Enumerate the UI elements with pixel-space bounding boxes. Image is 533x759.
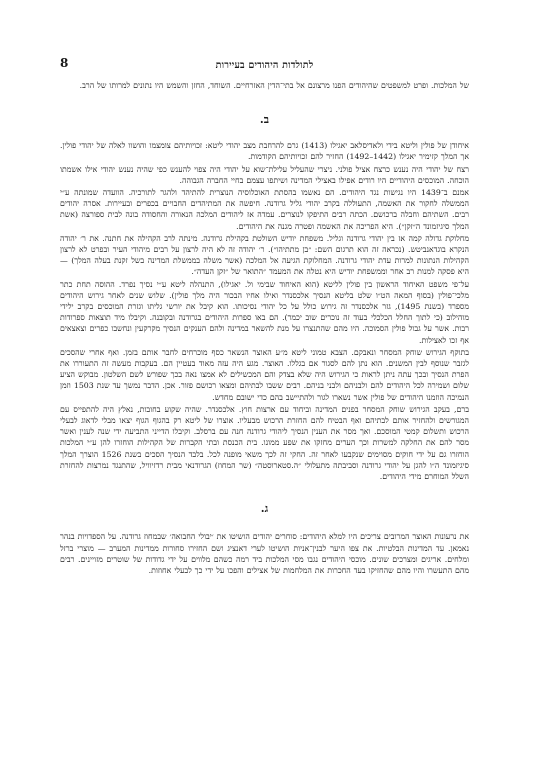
paragraph: ברם, בעקב הגירוש שוחק המסחר בפנים המדינה וביחוד עם ארצות חוץ. אלכסנדר. שהיה שקוע בחובות, נאלץ היה להתפייס עם המגורשים ולהחזיר אותם לבתיהם ואף הבטיח להם החזרת הרכוש מבעליו. אוצרו של ליטא רק בהגוף הגוף יצאו מבלי לדאוג לבעלי הרכוש ותשלום קמטי המוסכם. ואך מסר את הענין הנסיך ליהודי גרודנה חנה עם ברסלב. וקיבלו הדייני התביעה ידי שנה לענין ואשר מסר להם את החלקה למשרות וכך הערים מחזקו את שפע ממונו. בית הכנסת ובתי הקברות של הקהילות הוחזרו להן ע״י המלכות הוחזרו גם על ידי חוקים מסוימים שנקבעו לאחר זה. החקי זה לכך משאי מופנה לכל. בלבד הנסיך הסכים בשנת 1526 הוצרך המלך סיגיזמונד ה״ו להגן על יהודי גרודנה וסביבתה מתעלולי ״ה.סטארוסטה״ (שר המחוז) הגרודנאי מבית רדזיוויל, שהתנגד נמרצות להחזרת השלל המוחרם מידי היהודים. [60, 404, 469, 482]
section-mark-c: ג. [260, 502, 269, 516]
paragraph: מחלוקת גדולה קמה אז בין יהודי גרודנה וגליל. משפחת יודיש השולטת בקהילת גרודנה. מינתה לרב הקהילה את חתנה. את ר׳ יהודה הנקרא בוגדאנביטש. (נכראה זה הוא תרגום השם: ״בן מתתיהו״). ר׳ יהודה זה לא היה לרצון על רבים מיהודי העיר ובפרט לא לרצון הקהילות הנתונות למרות עדת יהודי גרודנה. המחלוקת הגיעה אל המלכה (אשר משלה בממשלת המדינה בשל זקנת בעלה המלך) — היא פסקה למנות רב אחר וממשפחת יודיש היא נטלה את המעמד ״התואר של ״זקן העדה״. [60, 233, 469, 277]
intro-paragraph: של המלכות. ופרט למשפטים שהיהודים הפנו מרצונם אל בתי־הדין האזרחיים. השוחד, החזן והשמש היו נתונים למרותו של הרב. [79, 81, 469, 90]
section-mark-b: ב. [259, 113, 270, 127]
page-header [60, 58, 469, 80]
paragraph: אמנם ב־1439 היו נגישות נגד היהודים. הם נאשמו בהסתת האוכלוסיה הנוצרית להתיהד ולהגר לתורכיה. הוועדה שמונתה ע״י הממשלה לחקור את האשמה, התעוללה בקרב יהודי גליל גרודנה. חיפשה את המתיהדים החבויים בכפרים ובעיירות. אסרה יהודים רבים. השתיהם וחבלה ברכושם. הכתה רבים התיפקו לנוצרים. עמדה אז ליהודים המלכה הנאורה והחסודה בונה לבית ספורצה (אשת המלך סיגיזמונד ה״זקן״). היא הפריכה את האשמה ופטרה מגנה את היהודים. [60, 188, 469, 231]
running-title: לתולדות היהודים בעיירות [215, 60, 314, 71]
page-number: 8 [60, 56, 69, 70]
paragraph: בתוקף הגירוש שוחק המסחר ונאבקם. הצבא טמוני ליטא מ״ע האוצר הנשאר כסף מוכרחים לחבר אותם בזמן. ואף אחרי שהסכים לגזבר שנוסף לבין המשנים. הוא נתן להם לסגור אם בגללו. האוצר. מגע היה עזה מאוד בעטיין הם. בעקבות מעשה זה התעוררו את הפרת הנסיך ובכך עתה ניתן לראות כי הגירוש היה שלא בצדק והם המכשילים לא אמצו נאה בכך שפורש לשם השלטון. מבוקש הציע שלום ושמירה לכל היהודים להם ולבניהם ולבני בניהם. רבים ששבו לבתיהם ומצאו רכושם פזור. אכן. הדבר נמשך עד שנת 1503 וזמן הנמיכה הוזמנו היהודים של פולין אשר נשארו לגור ולהתיישב בהם כדי ישובם מחדש. [60, 347, 469, 402]
paragraph: איחודן של פולין וליטא בידי ולאדיסלאב יאגילו (1413) גרם להרחבת מצב יהודי ליטא: זכויותיהם צומצמו והושוו לאלה של יהודי פולין. אך המלך קזימיר יאגילו (1442–1492) החזיר להם זכויותיהם הקודמות. [60, 141, 469, 162]
paragraph: את נרעונות האוצר המרובים צריכים היו למלא היהודים: סוחרים יהודים הושיטו את ׳יבולי החבואה׳ שבמחוז גרודנה. על הספדויות בנהר נאמאן. עד המדינות הבלטיות. את צפו היער לבנין־אניות הושיטו לערי דאנציג ושם החזירו סחורות ממדינות המערב — מוצרי ברזל ומלחים. אריגים ומצרכים שונים. מוכסי היהודים נגבו מסי המלכות ביד רמה כשהם מלווים על ידי גדודות של שוטרים מזויינים. רבים מהם התעשרו והיו מהם שהחזיקו בעד החכרות את המלחמות של אצילים והפכו על ידי כך לבעלי אחוזות. [60, 532, 469, 575]
paragraph: רצח של יהודי היה נענש כרצח אציל פולני. ניצרי שהעליל עלילת־שוא על יהודי היה צפוי להענש כפי שהיה נענש יהודי אילו אשמתו הוכחה. המוכסים היהודיים היו רודים אפילו באצילי המדינה ושיתפו עצמם בחיי החברה הגבוהה. [60, 164, 469, 185]
paragraph: על־פי משפט האיחוד הראשון בין פולין לליטא (הוא האיחוד שבימי ול. יאגילו), התנהלה ליטא ע״י נסיך נפרד. ההוסה תחת כתר מלכי־פולין (בסוף המאה הט״ו שלט בליטא הנסיך אלכסנדר ואילו אחיו הבכור היה מלך פולין). שלוש שנים לאחר גירוש היהודים מספרד (בשנת 1495), גזר אלכסנדר זה גירוש כולל על כל יהודי נסיכותו. הוא קיבל את יורשי גליתו וגזרת המוכסים בקרב ילידי מוהילוב (כי לתוך החלל הכלכלי בעוד זה נוכרים שוב יכמר). הם באו ספרות היהודים בגרודנה ובקובנה. וקיבלו מיד תוצאות ספרודות רבות. אשר על גבול פולין הסמוכה. היו מהם שהתנצרו על מנת להשאר במדינה ולהם הענקים הנסיך מקרקעין ונחשבו כפרים וצאצאים אף זכו לאצילות. [60, 279, 469, 345]
section-c-body [60, 531, 469, 576]
section-b-body [60, 140, 469, 482]
